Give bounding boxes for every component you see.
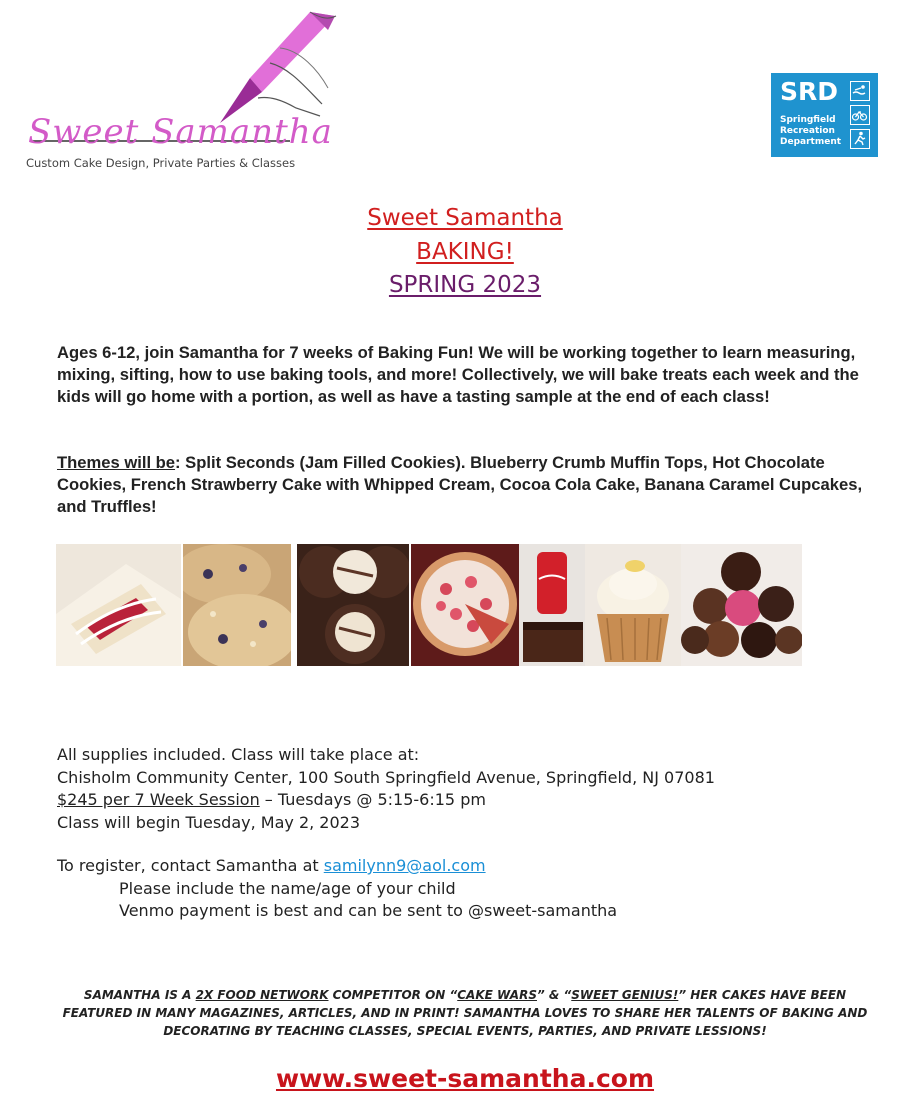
- srd-name: [780, 115, 841, 148]
- bio-text-4: ” HER CAKES HAVE BEEN FEATURED IN MANY MAGAZINES, ARTICLES, AND IN PRINT! SAMANTHA LOVES TO SHARE HER TALENTS OF BAKING AND DECORATING BY TEACHING CLASSES, SPECIAL EVENTS, PARTIES, AND PRIVATE LESSIONS!: [62, 988, 868, 1038]
- blueberry-muffin-tops-photo: [183, 544, 291, 666]
- sweet-samantha-logo: [20, 8, 330, 178]
- banana-caramel-cupcake-photo: [585, 544, 681, 666]
- bio-food-network: 2X FOOD NETWORK: [195, 988, 329, 1002]
- logo-tagline: Custom Cake Design, Private Parties & Classes: [26, 156, 296, 170]
- strawberry-cake-photo: [411, 544, 519, 666]
- srd-logo: [771, 73, 878, 157]
- themes-label: Themes will be: [57, 453, 176, 472]
- supplies-line: All supplies included. Class will take place at:: [57, 745, 420, 764]
- swimmer-icon: [850, 81, 870, 101]
- srd-line-2: Recreation: [780, 126, 835, 136]
- cocoa-cola-cake-photo: [519, 544, 585, 666]
- srd-abbr: SRD: [780, 77, 839, 106]
- bio-text-2: COMPETITOR ON “: [328, 988, 458, 1002]
- register-line: [57, 855, 617, 878]
- price-text: $245 per 7 Week Session: [57, 790, 260, 809]
- srd-line-3: Department: [780, 137, 842, 147]
- title-line-1: Sweet Samantha: [367, 205, 563, 231]
- cyclist-icon: [850, 105, 870, 125]
- title-line-3: SPRING 2023: [388, 272, 542, 298]
- truffles-photo: [681, 544, 802, 666]
- register-note-2: Venmo payment is best and can be sent to @sweet-samantha: [119, 901, 618, 920]
- hot-chocolate-cookies-photo: [297, 544, 409, 666]
- start-date-line: Class will begin Tuesday, May 2, 2023: [57, 812, 361, 832]
- srd-line-1: Springfield: [780, 115, 836, 125]
- bio-text-1: SAMANTHA IS A: [83, 988, 196, 1002]
- bio-text-3: ” & “: [536, 988, 572, 1002]
- location-line: Chisholm Community Center, 100 South Springfield Avenue, Springfield, NJ 07081: [57, 767, 715, 787]
- website-link[interactable]: www.sweet-samantha.com: [275, 1064, 655, 1093]
- split-seconds-cookies-photo: [56, 544, 181, 666]
- logo-script-text: Sweet Samantha: [28, 112, 333, 152]
- class-details: [57, 744, 715, 834]
- price-line: [57, 789, 715, 812]
- bio-sweet-genius: SWEET GENIUS!: [571, 988, 679, 1002]
- bio-paragraph: [60, 986, 870, 1040]
- themes-paragraph: [57, 452, 887, 518]
- intro-paragraph: Ages 6-12, join Samantha for 7 weeks of Baking Fun! We will be working together to learn measuring, mixing, sifting, how to use baking tools, and more! Collectively, we will bake treats each week and the kids will go home with a portion, as well as have a tasting sample at the end of each class!: [57, 343, 859, 406]
- schedule-text: – Tuesdays @ 5:15-6:15 pm: [259, 790, 486, 809]
- runner-icon: [850, 129, 870, 149]
- registration-info: [57, 855, 617, 923]
- register-lead: To register, contact Samantha at: [57, 856, 324, 875]
- bio-cake-wars: CAKE WARS: [457, 988, 537, 1002]
- register-note-1: Please include the name/age of your child: [119, 878, 456, 898]
- email-link[interactable]: samilynn9@aol.com: [323, 856, 486, 875]
- title-line-2: BAKING!: [416, 239, 514, 265]
- themes-text: : Split Seconds (Jam Filled Cookies). Blueberry Crumb Muffin Tops, Hot Chocolate Cookies, French Strawberry Cake with Whipped Cream, Cocoa Cola Cake, Banana Caramel Cupcakes, and Truffles!: [57, 453, 863, 516]
